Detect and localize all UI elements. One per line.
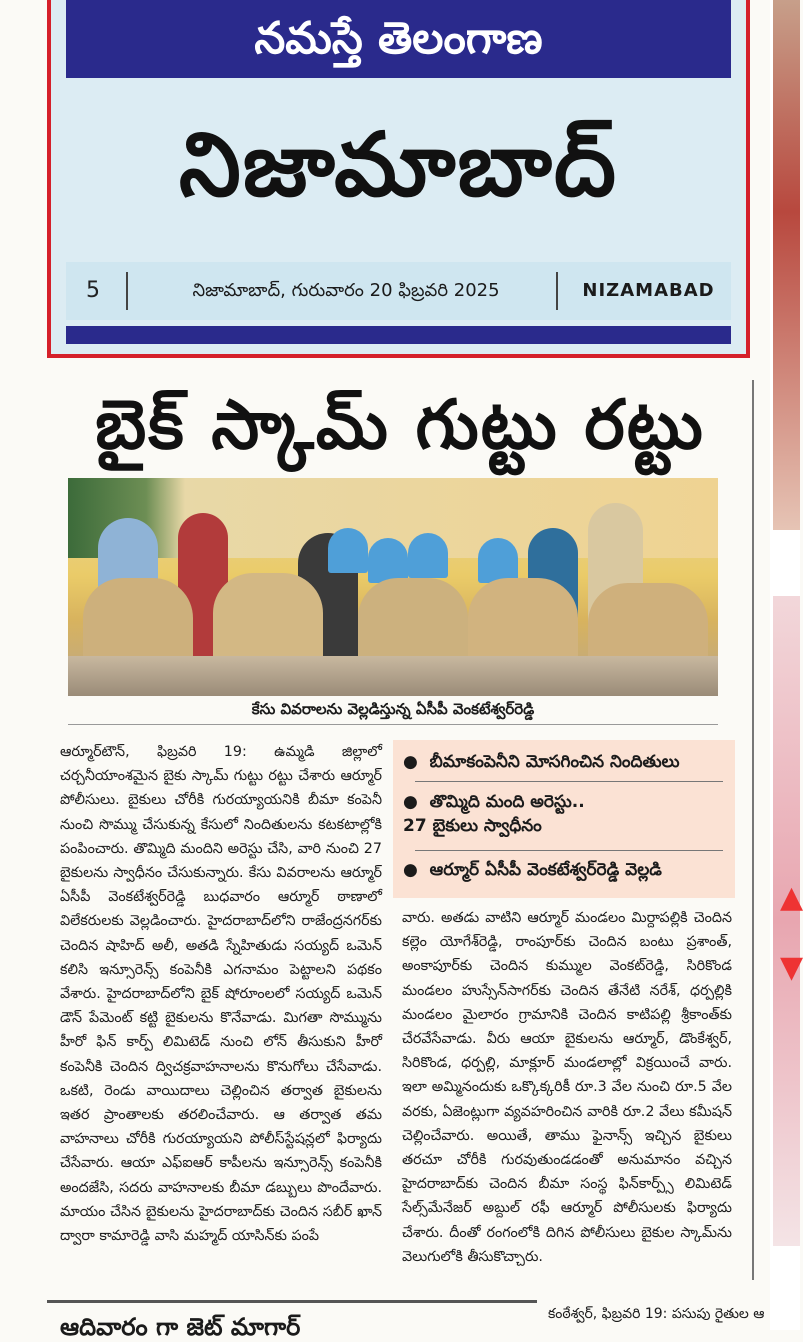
article-text: వారు. అతడు వాటిని ఆర్మూర్ మండలం మిర్దాపల్లికి చెందిన కల్లెం యోగేశ్‌రెడ్డి, రాంపూర్‌కు చెందిన బంటు ప్రశాంత్, అంకాపూర్‌కు చెందిన కుమ్ముల వెంకట్‌రెడ్డి, సిరికొండ మండలం హుస్సేన్‌సాగర్‌కు చెందిన తేనేటి నరేశ్, ధర్పల్లికి మండలం మైలారం గ్రామానికి చెందిన కాటిపల్లి శ్రీకాంత్‌కు చేరవేసేవాడు. వీరు ఆయా బైకులను ఆర్మూర్, డొంకేశ్వర్, సిరికొండ, ధర్పల్లి, మాక్లూర్ మండలాల్లో విక్రయించే వారు. ఇలా అమ్మినందుకు ఒక్కొక్కరికీ రూ.3 వేల నుంచి రూ.5 వేల వరకు, ఏజెంట్లుగా వ్యవహరించిన వారికి రూ.2 వేలు కమీషన్ చెల్లించేవారు. అయితే, తాము ఫైనాన్స్ ఇచ్చిన బైకులు తరచూ చోరీకి గురవుతుండడంతో అనుమానం వచ్చిన హైదరాబాద్‌కు చెందిన బీమా సంస్థ ఫిన్‌కార్ప్స్ లిమిటెడ్ సేల్స్‌మేనేజర్ అబ్దుల్ రఫీ ఆర్మూర్ పోలీసులకు ఫిర్యాదు చేశారు. దీంతో రంగంలోకి దిగిన పోలీసులు బైకుల స్కామ్‌ను వెలుగులోకి తీసుకొచ్చారు.: [402, 910, 732, 1265]
photo-person: [368, 538, 408, 583]
article-column-right: [402, 906, 732, 1292]
next-headline: ఆదివారం గా జెట్ మాగార్: [60, 1313, 301, 1341]
column-rule: [752, 380, 754, 1280]
highlight-box: [393, 740, 735, 898]
photo-table: [68, 656, 718, 696]
divider: [415, 850, 723, 851]
photo-person: [408, 533, 448, 578]
paper-name: నమస్తే తెలంగాణ: [66, 0, 731, 78]
dateline-bar: [66, 262, 731, 320]
edition-name: NIZAMABAD: [582, 280, 715, 301]
next-story-dateline: కంఠేశ్వర్, ఫిబ్రవరి 19: పసుపు రైతుల ఆ: [548, 1306, 765, 1322]
adjacent-photo: [773, 596, 800, 1246]
photo-caption: కేసు వివరాలను వెల్లడిస్తున్న ఏసీపీ వెంకటేశ్వర్‌రెడ్డి: [251, 700, 535, 718]
page-number: 5: [86, 278, 100, 303]
article-column-left: [60, 740, 382, 1292]
highlight-item: ● బీమాకంపెనీని మోసగించిన నిందితులు: [403, 752, 680, 772]
adjacent-photo: [773, 0, 800, 530]
masthead-bottom-bar: [66, 326, 731, 344]
photo-person: [328, 528, 368, 573]
divider: [68, 724, 718, 725]
divider: [126, 272, 128, 310]
news-photo: [68, 478, 718, 696]
divider: [415, 781, 723, 782]
divider: [47, 1300, 537, 1303]
headline: బైక్ స్కామ్ గుట్టు రట్టు: [95, 386, 705, 465]
photo-person: [478, 538, 518, 583]
arrow-up-icon: ▲: [780, 880, 803, 915]
arrow-down-icon: ▼: [780, 950, 803, 985]
edition-title: నిజామాబాద్: [179, 113, 618, 216]
article-text: ఆర్మూర్‌టౌన్, ఫిబ్రవరి 19: ఉమ్మడి జిల్లాలో చర్చనీయాంశమైన బైకు స్కామ్ గుట్టు రట్టు చేశారు ఆర్మూర్ పోలీసులు. బైకులు చోరీకి గురయ్యాయనికి బీమా కంపెనీ నుంచి సొమ్ము చేసుకున్న కేసులో నిందితులను కటకటాల్లోకి పంపించారు. తొమ్మిది మందిని అరెస్టు చేసి, వారి నుంచి 27 బైకులను స్వాధీనం చేసుకున్నారు. కేసు వివరాలను ఆర్మూర్ ఏసీపీ వెంకటేశ్వర్‌రెడ్డి బుధవారం ఆర్మూర్ ఠాణాలో విలేకరులకు వెల్లడించారు. హైదరాబాద్‌లోని రాజేంద్రనగర్‌కు చెందిన షాహిద్ అలీ, అతడి స్నేహితుడు సయ్యద్ ఒమెన్ కలిసి ఇన్సూరెన్స్ కంపెనీకి ఎగనామం పెట్టాలని పథకం వేశారు. హైదరాబాద్‌లోని బైక్ షోరూంలలో సయ్యద్ ఒమెన్ డౌన్ పేమెంట్ కట్టి బైకులను కొనేవాడు. మిగతా సొమ్మును హీరో ఫిన్ కార్ప్ లిమిటెడ్ నుంచి లోన్ తీసుకుని హీరో కంపెనీకి చెందిన ద్విచక్రవాహనాలను కొనుగోలు చేసేవాడు. ఒకటి, రెండు వాయిదాలు చెల్లించిన తర్వాత బైకులను ఇతర ప్రాంతాలకు తరలించేవారు. ఆ తర్వాత తమ వాహనాలు చోరీకి గురయ్యాయని పోలీస్‌స్టేషన్లలో ఫిర్యాదు చేసేవారు. ఆయా ఎఫ్ఐఆర్ కాపీలను ఇన్సూరెన్స్ కంపెనీకి అందజేసి, సదరు వాహనాలకు బీమా డబ్బులు పొందేవారు. మాయం చేసిన బైకులను హైదరాబాద్‌కు చెందిన సబీర్ ఖాన్ ద్వారా కామారెడ్డి వాసి మహ్మద్ యాసిన్‌కు పంపే: [60, 744, 382, 1245]
highlight-item: ● తొమ్మిది మంది అరెస్టు.. 27 బైకులు స్వాధీనం: [403, 792, 585, 836]
divider: [556, 272, 558, 310]
highlight-item: ● ఆర్మూర్ ఏసీపీ వెంకటేశ్వర్‌రెడ్డి వెల్లడి: [403, 860, 662, 880]
masthead: [47, 0, 750, 358]
dateline: నిజామాబాద్, గురువారం 20 ఫిబ్రవరి 2025: [192, 280, 500, 301]
